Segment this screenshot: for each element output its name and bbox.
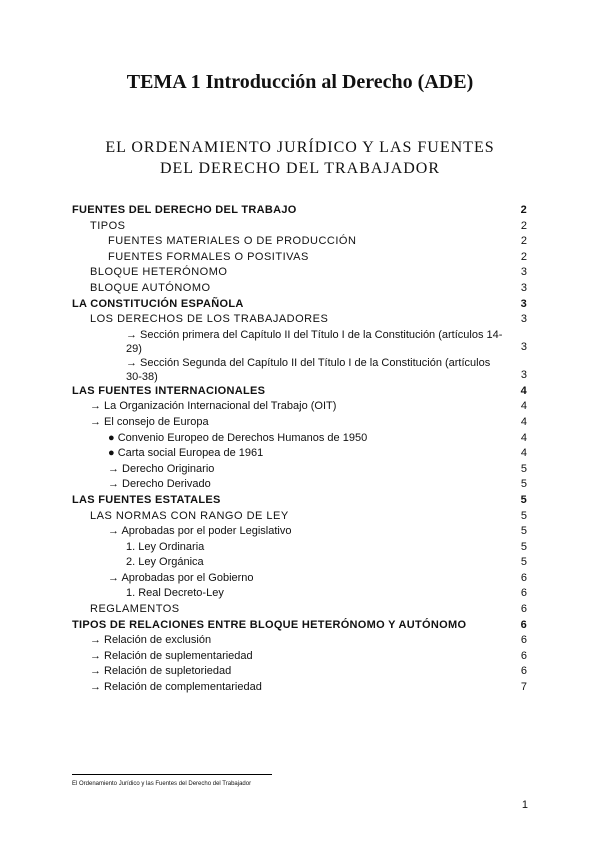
toc-entry[interactable] — [72, 555, 527, 571]
toc-entry[interactable] — [72, 446, 527, 462]
toc-entry-page: 3 — [520, 266, 527, 279]
toc-entry[interactable] — [72, 571, 527, 587]
toc-entry-text: → Derecho Originario — [108, 462, 215, 475]
toc-entry-page: 4 — [520, 415, 527, 428]
toc-entry[interactable] — [72, 281, 527, 297]
toc-entry-page: 6 — [520, 571, 527, 584]
toc-entry-text: → Relación de exclusión — [90, 634, 212, 647]
subtitle-line-2: DEL DERECHO DEL TRABAJADOR — [159, 160, 441, 177]
toc-entry[interactable] — [72, 462, 527, 478]
toc-entry-page: 5 — [520, 509, 527, 522]
toc-entry-text: LA CONSTITUCIÓN ESPAÑOLA — [72, 297, 244, 310]
toc-entry-text: → Sección primera del Capítulo II del Título I de la Constitución (artículos 14-29) — [126, 328, 503, 355]
toc-entry-page: 2 — [520, 219, 527, 232]
toc-entry[interactable] — [72, 384, 527, 400]
toc-entry-text: → Relación de suplementariedad — [90, 649, 253, 662]
footnote-divider — [72, 774, 272, 775]
toc-entry-page: 7 — [520, 681, 527, 694]
toc-entry-text: FUENTES DEL DERECHO DEL TRABAJO — [72, 204, 297, 216]
toc-entry-page: 2 — [520, 235, 527, 248]
toc-entry-text: FUENTES MATERIALES O DE PRODUCCIÓN — [108, 235, 357, 248]
page-title: TEMA 1 Introducción al Derecho (ADE) — [126, 71, 474, 93]
toc-entry-page: 5 — [520, 478, 527, 491]
toc-entry-text: TIPOS — [90, 219, 126, 232]
toc-entry-page: 3 — [520, 369, 527, 382]
toc-entry[interactable] — [72, 493, 527, 509]
toc-entry[interactable] — [72, 415, 527, 431]
toc-entry-text: → Derecho Derivado — [108, 478, 211, 491]
toc-entry-page: 6 — [520, 587, 527, 600]
table-of-contents — [72, 203, 527, 696]
toc-entry-page: 3 — [520, 313, 527, 326]
toc-entry-text: BLOQUE AUTÓNOMO — [90, 281, 211, 294]
toc-entry[interactable] — [72, 250, 527, 266]
toc-entry-text: REGLAMENTOS — [90, 603, 180, 616]
toc-entry-text: ● Convenio Europeo de Derechos Humanos de 1950 — [108, 431, 368, 444]
toc-entry-text: → Relación de supletoriedad — [90, 665, 232, 678]
toc-entry-page: 5 — [520, 462, 527, 475]
toc-entry-text: LAS FUENTES ESTATALES — [72, 493, 221, 506]
toc-entry-page: 3 — [520, 297, 527, 310]
toc-entry-text: → Sección Segunda del Capítulo II del Título I de la Constitución (artículos 30-38) — [126, 356, 491, 383]
toc-entry[interactable] — [72, 234, 527, 250]
toc-entry[interactable] — [72, 664, 527, 680]
toc-entry-page: 5 — [520, 540, 527, 553]
toc-entry[interactable] — [72, 602, 527, 618]
toc-entry-page: 4 — [520, 400, 527, 413]
toc-entry-text: → El consejo de Europa — [90, 415, 209, 428]
toc-entry[interactable] — [72, 265, 527, 281]
toc-entry-page: 5 — [520, 556, 527, 569]
page-number: 1 — [521, 799, 528, 811]
toc-entry-text: 2. Ley Orgánica — [126, 556, 204, 569]
toc-entry[interactable] — [72, 586, 527, 602]
toc-entry[interactable] — [72, 356, 527, 384]
toc-entry-page: 6 — [520, 603, 527, 616]
toc-entry-page: 5 — [520, 493, 527, 506]
toc-entry-page: 6 — [520, 634, 527, 647]
toc-entry[interactable] — [72, 219, 527, 235]
toc-entry[interactable] — [72, 312, 527, 328]
toc-entry[interactable] — [72, 509, 527, 525]
toc-entry-text: LOS DERECHOS DE LOS TRABAJADORES — [90, 313, 329, 326]
toc-entry-text: ● Carta social Europea de 1961 — [108, 447, 264, 460]
toc-entry-text: FUENTES FORMALES O POSITIVAS — [108, 250, 309, 263]
toc-entry-text: TIPOS DE RELACIONES ENTRE BLOQUE HETERÓNOMO Y AUTÓNOMO — [72, 618, 467, 631]
document-subtitle — [0, 137, 600, 179]
toc-entry-text: → Aprobadas por el poder Legislativo — [108, 525, 292, 538]
toc-entry-text: 1. Real Decreto-Ley — [126, 587, 224, 600]
toc-entry[interactable] — [72, 328, 527, 356]
toc-entry[interactable] — [72, 680, 527, 696]
toc-entry[interactable] — [72, 203, 527, 219]
toc-entry-page: 4 — [520, 384, 527, 397]
toc-entry-text: 1. Ley Ordinaria — [126, 540, 205, 553]
toc-entry-page: 3 — [520, 341, 527, 354]
toc-entry-text: LAS NORMAS CON RANGO DE LEY — [90, 509, 289, 522]
toc-entry[interactable] — [72, 399, 527, 415]
toc-entry-page: 5 — [520, 525, 527, 538]
toc-entry[interactable] — [72, 524, 527, 540]
toc-entry-page: 3 — [520, 281, 527, 294]
toc-entry[interactable] — [72, 633, 527, 649]
toc-entry-text: LAS FUENTES INTERNACIONALES — [72, 384, 266, 397]
toc-entry-page: 4 — [520, 431, 527, 444]
toc-entry[interactable] — [72, 540, 527, 556]
footnote-text: El Ordenamiento Jurídico y las Fuentes del Derecho del Trabajador — [72, 781, 252, 787]
toc-entry[interactable] — [72, 618, 527, 634]
toc-entry-page: 6 — [520, 618, 527, 631]
toc-entry[interactable] — [72, 649, 527, 665]
toc-entry-page: 2 — [520, 250, 527, 263]
subtitle-line-1: EL ORDENAMIENTO JURÍDICO Y LAS FUENTES — [105, 139, 495, 156]
toc-entry[interactable] — [72, 297, 527, 313]
toc-entry[interactable] — [72, 431, 527, 447]
toc-entry-page: 4 — [520, 447, 527, 460]
toc-entry-text: → La Organización Internacional del Trabajo (OIT) — [90, 400, 337, 413]
toc-entry-page: 2 — [520, 204, 527, 216]
toc-entry-text: BLOQUE HETERÓNOMO — [90, 266, 228, 279]
toc-entry[interactable] — [72, 477, 527, 493]
toc-entry-page: 6 — [520, 649, 527, 662]
toc-entry-page: 6 — [520, 665, 527, 678]
toc-entry-text: → Aprobadas por el Gobierno — [108, 571, 254, 584]
toc-entry-text: → Relación de complementariedad — [90, 681, 262, 694]
